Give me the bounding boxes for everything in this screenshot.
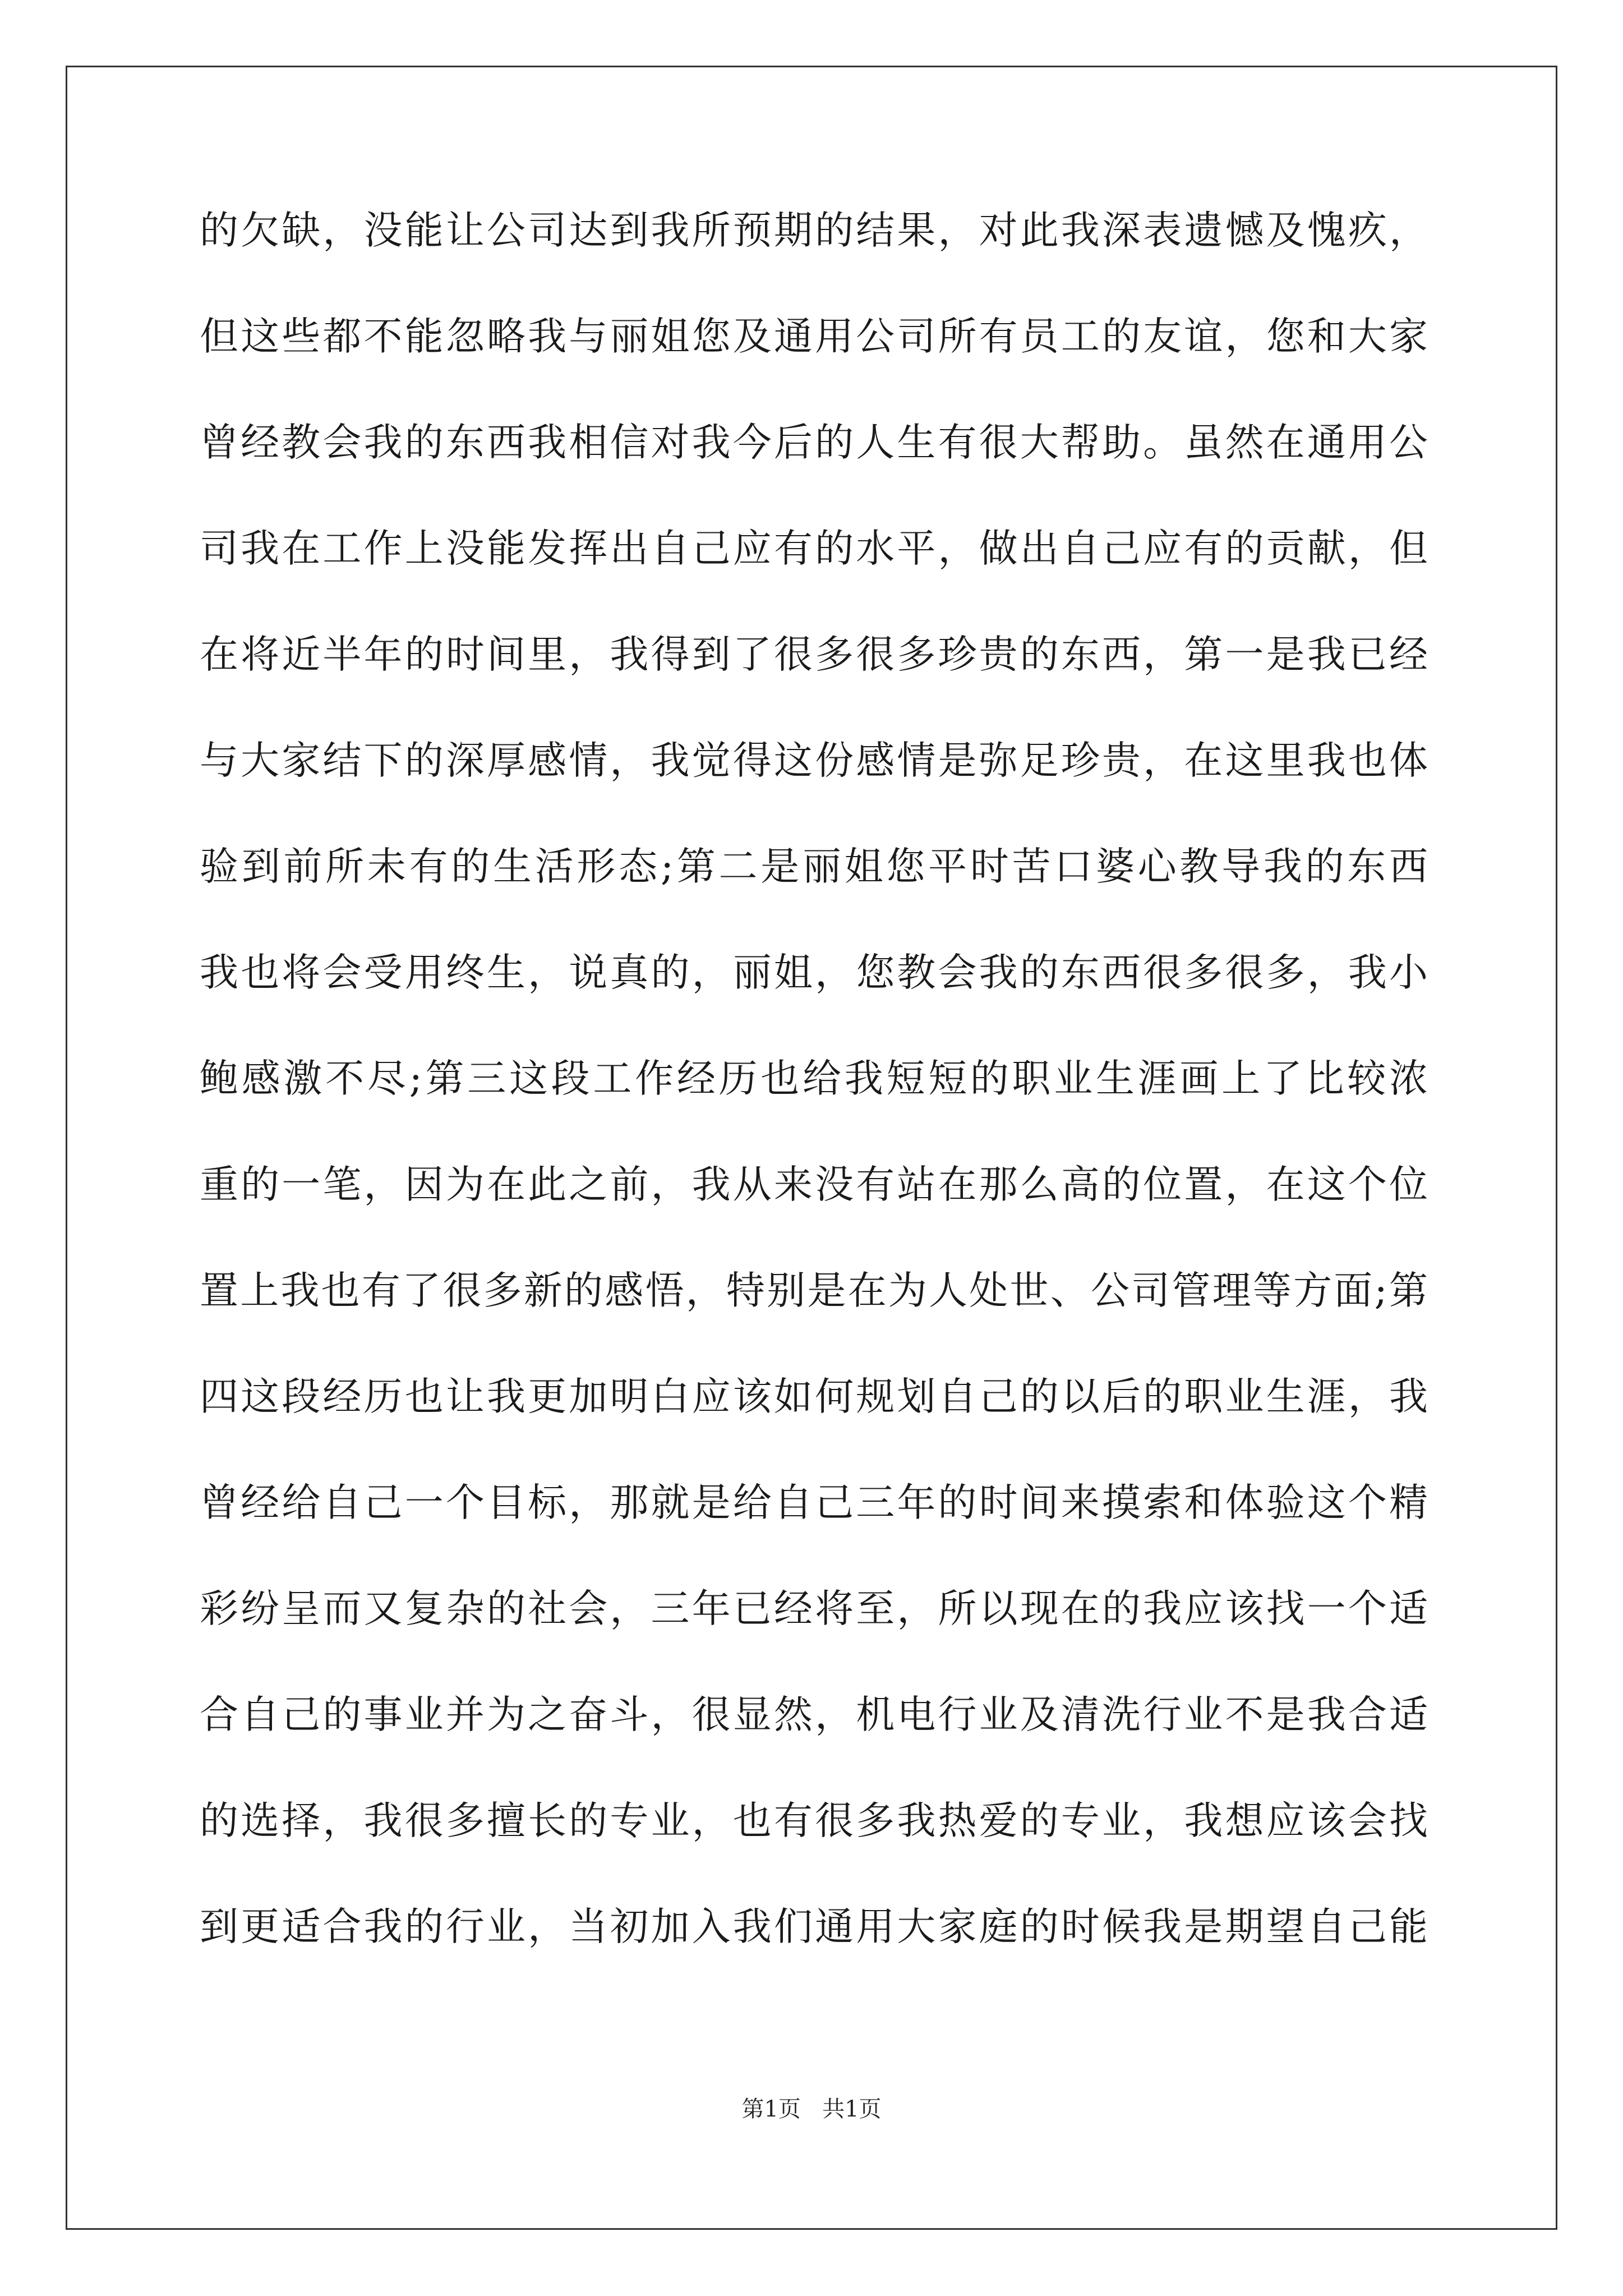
text-line: 四这段经历也让我更加明白应该如何规划自己的以后的职业生涯，我 [200,1374,1428,1419]
text-line: 鲍感激不尽;第三这段工作经历也给我短短的职业生涯画上了比较浓 [200,1056,1428,1101]
text-line: 的欠缺，没能让公司达到我所预期的结果，对此我深表遗憾及愧疚， [200,208,1428,253]
page-number: 第1页 [741,2096,801,2122]
text-line: 我也将会受用终生，说真的，丽姐，您教会我的东西很多很多，我小 [200,950,1428,995]
text-line: 但这些都不能忽略我与丽姐您及通用公司所有员工的友谊，您和大家 [200,314,1428,359]
page-total: 共1页 [822,2096,882,2122]
text-line: 的选择，我很多擅长的专业，也有很多我热爱的专业，我想应该会找 [200,1798,1428,1843]
page-footer [0,2092,1623,2126]
text-line: 验到前所未有的生活形态;第二是丽姐您平时苦口婆心教导我的东西 [200,844,1428,889]
text-line: 重的一笔，因为在此之前，我从来没有站在那么高的位置，在这个位 [200,1162,1428,1207]
document-body [200,208,1428,1980]
text-line: 到更适合我的行业，当初加入我们通用大家庭的时候我是期望自己能 [200,1904,1428,1949]
text-line: 曾经教会我的东西我相信对我今后的人生有很大帮助。虽然在通用公 [200,420,1428,465]
text-line: 与大家结下的深厚感情，我觉得这份感情是弥足珍贵，在这里我也体 [200,738,1428,783]
text-line: 曾经给自己一个目标，那就是给自己三年的时间来摸索和体验这个精 [200,1480,1428,1525]
text-line: 司我在工作上没能发挥出自己应有的水平，做出自己应有的贡献，但 [200,526,1428,571]
text-line: 置上我也有了很多新的感悟，特别是在为人处世、公司管理等方面;第 [200,1268,1428,1313]
text-line: 彩纷呈而又复杂的社会，三年已经将至，所以现在的我应该找一个适 [200,1586,1428,1631]
text-line: 合自己的事业并为之奋斗，很显然，机电行业及清洗行业不是我合适 [200,1692,1428,1737]
text-line: 在将近半年的时间里，我得到了很多很多珍贵的东西，第一是我已经 [200,632,1428,677]
